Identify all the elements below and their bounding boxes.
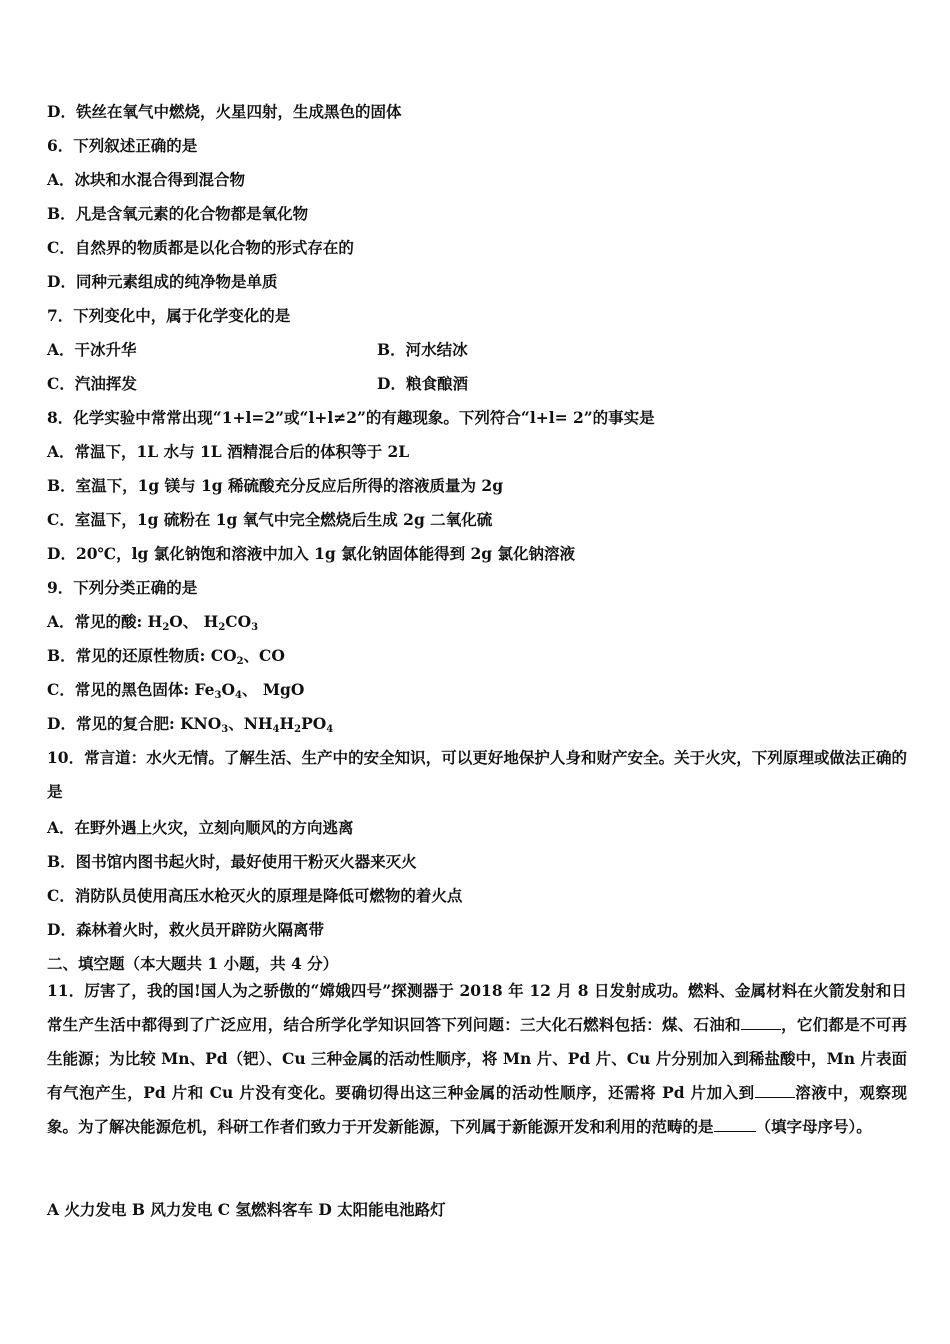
section-2-title: 二、填空题（本大题共 1 小题，共 4 分） [47,954,339,973]
q10-option-b: B．图书馆内图书起火时，最好使用干粉灭火器来灭火 [47,852,417,871]
q7-stem: 7．下列变化中，属于化学变化的是 [47,306,291,325]
q11-stem: 11．厉害了，我的国!国人为之骄傲的“嫦娥四号”探测器于 2018 年 12 月 8 日发射成功。燃料、金属材料在火箭发射和日常生产生活中都得到了广泛应用，结合所学化学知识回答下列问题：三大化石燃料包括：煤、石油和 ，它们都是不可再生能源；为比较 Mn、Pd（钯）、Cu 三种金属的活动性顺序，将 Mn 片、Pd 片、Cu 片分别加入到稀盐酸中，Mn 片表面有气泡产生，Pd 片和 Cu 片没有变化。要确切得出这三种金属的活动性顺序，还需将 Pd 片加入到 溶液中，观察现象。为了解决能源危机，科研工作者们致力于开发新能源，下列属于新能源开发和利用的范畴的是 （填字母序号）。 [47,981,907,1136]
q9-option-d: D．常见的复合肥: $KNO_3$、$NH_4H_2PO_4$ [47,714,334,735]
q9-option-a: A．常见的酸: $H_2O$、 $H_2CO_3$ [47,612,259,633]
q8-option-a: A．常温下，1L 水与 1L 酒精混合后的体积等于 2L [47,442,410,461]
answer-blank-2[interactable] [755,1083,795,1098]
q10-option-a: A．在野外遇上火灾，立刻向顺风的方向逃离 [47,818,354,837]
q8-option-b: B．室温下，1g 镁与 1g 稀硫酸充分反应后所得的溶液质量为 2g [47,476,504,495]
q6-stem: 6．下列叙述正确的是 [47,136,198,155]
q8-option-d: D．20℃，lg 氯化钠饱和溶液中加入 1g 氯化钠固体能得到 2g 氯化钠溶液 [47,544,576,563]
q10-stem: 10．常言道：水火无情。了解生活、生产中的安全知识，可以更好地保护人身和财产安全。关于火灾，下列原理或做法正确的是 [47,748,907,801]
q9-option-c: C．常见的黑色固体: $Fe_3O_4$、 MgO [47,680,305,701]
q7-option-d: D．粮食酿酒 [377,374,468,393]
q8-option-c: C．室温下，1g 硫粉在 1g 氧气中完全燃烧后生成 2g 二氧化硫 [47,510,493,529]
q9-stem: 9．下列分类正确的是 [47,578,198,597]
answer-blank-3[interactable] [714,1117,756,1132]
q7-option-c: C．汽油挥发 [47,374,137,393]
q7-option-b: B．河水结冰 [377,340,468,359]
q7-option-a: A．干冰升华 [47,340,137,359]
answer-blank-1[interactable] [741,1015,781,1030]
q10-option-c: C．消防队员使用高压水枪灭火的原理是降低可燃物的着火点 [47,886,463,905]
q6-option-c: C．自然界的物质都是以化合物的形式存在的 [47,238,354,257]
q9-option-b: B．常见的还原性物质: $CO_2$、CO [47,646,285,667]
q8-stem: 8．化学实验中常常出现“1+l=2”或“l+l≠2”的有趣现象。下列符合“l+l= 2”的事实是 [47,408,655,427]
q11-options: A 火力发电 B 风力发电 C 氢燃料客车 D 太阳能电池路灯 [47,1200,446,1219]
q6-option-d: D．同种元素组成的纯净物是单质 [47,272,278,291]
q6-option-b: B．凡是含氧元素的化合物都是氧化物 [47,204,309,223]
q5-option-d: D．铁丝在氧气中燃烧，火星四射，生成黑色的固体 [47,102,402,121]
q10-option-d: D．森林着火时，救火员开辟防火隔离带 [47,920,324,939]
q6-option-a: A．冰块和水混合得到混合物 [47,170,246,189]
